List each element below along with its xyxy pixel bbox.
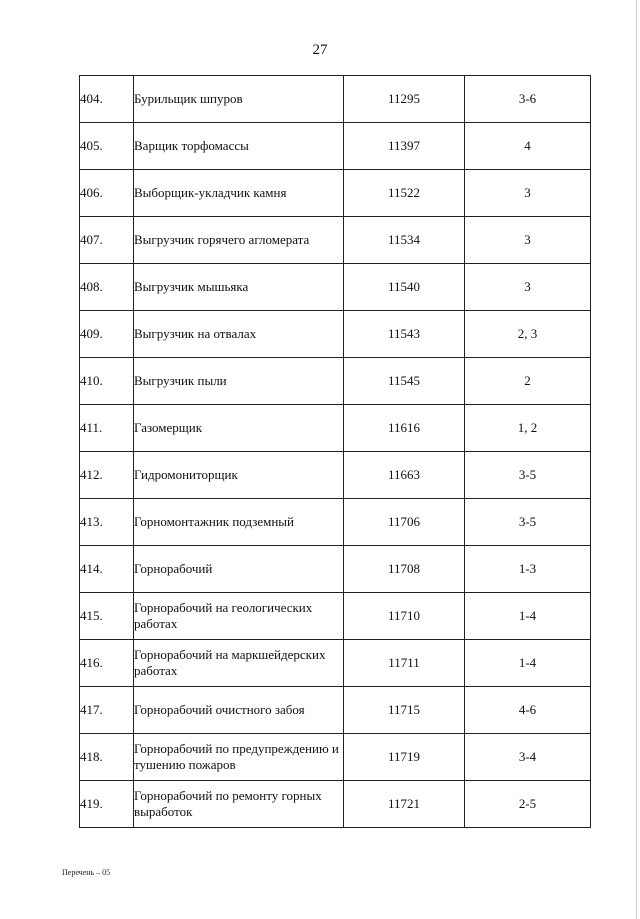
- table-row: [80, 452, 591, 499]
- table-row: [80, 358, 591, 405]
- footer-document-id: Перечень – 05: [62, 868, 111, 877]
- table-row: [80, 781, 591, 828]
- row-number: 407.: [80, 217, 134, 264]
- row-number: 406.: [80, 170, 134, 217]
- row-number: 416.: [80, 640, 134, 687]
- profession-name: Горнорабочий по предупреждению и тушению пожаров: [134, 734, 344, 781]
- grade-range: 3: [465, 170, 591, 217]
- table-row: [80, 734, 591, 781]
- profession-code: 11711: [344, 640, 465, 687]
- grade-range: 2, 3: [465, 311, 591, 358]
- grade-range: 1-4: [465, 640, 591, 687]
- profession-name: Выгрузчик мышьяка: [134, 264, 344, 311]
- grade-range: 4: [465, 123, 591, 170]
- profession-name: Бурильщик шпуров: [134, 76, 344, 123]
- profession-name: Выгрузчик пыли: [134, 358, 344, 405]
- grade-range: 3-5: [465, 499, 591, 546]
- row-number: 413.: [80, 499, 134, 546]
- grade-range: 2: [465, 358, 591, 405]
- profession-code: 11719: [344, 734, 465, 781]
- profession-code: 11710: [344, 593, 465, 640]
- profession-code: 11545: [344, 358, 465, 405]
- table-row: [80, 640, 591, 687]
- profession-code: 11616: [344, 405, 465, 452]
- row-number: 412.: [80, 452, 134, 499]
- table-row: [80, 170, 591, 217]
- profession-name: Горнорабочий на маркшейдерских работах: [134, 640, 344, 687]
- row-number: 405.: [80, 123, 134, 170]
- table-row: [80, 499, 591, 546]
- grade-range: 1-3: [465, 546, 591, 593]
- profession-name: Горнорабочий по ремонту горных выработок: [134, 781, 344, 828]
- table-row: [80, 264, 591, 311]
- row-number: 415.: [80, 593, 134, 640]
- row-number: 411.: [80, 405, 134, 452]
- row-number: 404.: [80, 76, 134, 123]
- profession-code: 11663: [344, 452, 465, 499]
- grade-range: 1, 2: [465, 405, 591, 452]
- grade-range: 3: [465, 217, 591, 264]
- profession-name: Варщик торфомассы: [134, 123, 344, 170]
- profession-code: 11295: [344, 76, 465, 123]
- grade-range: 3-4: [465, 734, 591, 781]
- profession-code: 11721: [344, 781, 465, 828]
- table-row: [80, 593, 591, 640]
- profession-code: 11708: [344, 546, 465, 593]
- profession-code: 11706: [344, 499, 465, 546]
- table-row: [80, 687, 591, 734]
- row-number: 408.: [80, 264, 134, 311]
- profession-name: Горномонтажник подземный: [134, 499, 344, 546]
- profession-name: Выборщик-укладчик камня: [134, 170, 344, 217]
- profession-table: [79, 75, 591, 828]
- profession-code: 11522: [344, 170, 465, 217]
- row-number: 417.: [80, 687, 134, 734]
- profession-code: 11540: [344, 264, 465, 311]
- profession-code: 11543: [344, 311, 465, 358]
- profession-name: Горнорабочий: [134, 546, 344, 593]
- grade-range: 2-5: [465, 781, 591, 828]
- profession-name: Гидромониторщик: [134, 452, 344, 499]
- grade-range: 3-6: [465, 76, 591, 123]
- profession-name: Горнорабочий очистного забоя: [134, 687, 344, 734]
- table-row: [80, 546, 591, 593]
- row-number: 410.: [80, 358, 134, 405]
- row-number: 409.: [80, 311, 134, 358]
- profession-name: Выгрузчик горячего агломерата: [134, 217, 344, 264]
- profession-code: 11397: [344, 123, 465, 170]
- grade-range: 1-4: [465, 593, 591, 640]
- page-number: 27: [312, 42, 328, 58]
- page-edge: [636, 0, 637, 919]
- profession-name: Горнорабочий на геологических работах: [134, 593, 344, 640]
- grade-range: 3-5: [465, 452, 591, 499]
- row-number: 419.: [80, 781, 134, 828]
- profession-name: Газомерщик: [134, 405, 344, 452]
- grade-range: 3: [465, 264, 591, 311]
- profession-code: 11715: [344, 687, 465, 734]
- table-row: [80, 405, 591, 452]
- profession-name: Выгрузчик на отвалах: [134, 311, 344, 358]
- table-row: [80, 123, 591, 170]
- grade-range: 4-6: [465, 687, 591, 734]
- profession-code: 11534: [344, 217, 465, 264]
- row-number: 418.: [80, 734, 134, 781]
- table-row: [80, 76, 591, 123]
- table-row: [80, 217, 591, 264]
- row-number: 414.: [80, 546, 134, 593]
- table-row: [80, 311, 591, 358]
